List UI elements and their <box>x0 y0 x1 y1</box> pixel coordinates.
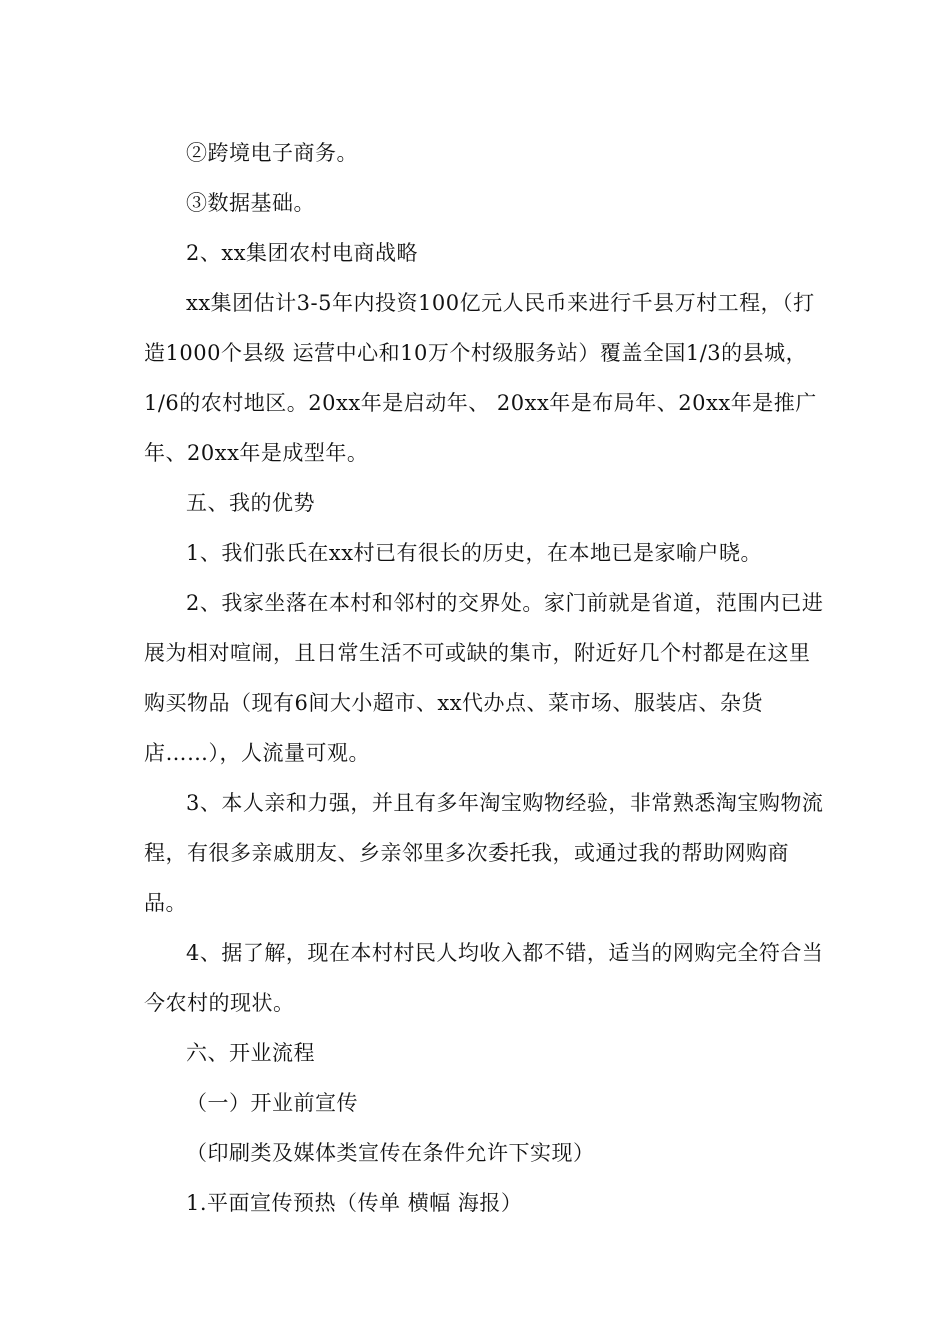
section-heading-opening-process: 六、开业流程 <box>186 1041 315 1065</box>
list-item-data-foundation: ③数据基础。 <box>186 191 315 215</box>
paragraph-investment-plan: xx集团估计3-5年内投资100亿元人民币来进行千县万村工程，（打造1000个县级 运营中心和10万个村级服务站）覆盖全国1/3的县城，1/6的农村地区。20xx年是启动年、 20xx年是布局年、20xx年是推广年、20xx年是成型年。 <box>144 291 817 465</box>
paragraph-advantage-4: 4、据了解，现在本村村民人均收入都不错，适当的网购完全符合当今农村的现状。 <box>144 941 824 1015</box>
subheading-pre-opening-promotion: （一）开业前宣传 <box>186 1091 358 1115</box>
list-item-print-promotion: 1.平面宣传预热（传单 横幅 海报） <box>186 1191 523 1215</box>
section-heading-advantages: 五、我的优势 <box>186 491 315 515</box>
paragraph-advantage-3: 3、本人亲和力强，并且有多年淘宝购物经验，非常熟悉淘宝购物流程，有很多亲戚朋友、乡亲邻里多次委托我，或通过我的帮助网购商品。 <box>144 791 824 915</box>
list-item-cross-border-ecommerce: ②跨境电子商务。 <box>186 141 358 165</box>
paragraph-advantage-2: 2、我家坐落在本村和邻村的交界处。家门前就是省道，范围内已进展为相对喧闹，且日常生活不可或缺的集市，附近好几个村都是在这里购买物品（现有6间大小超市、xx代办点、菜市场、服装店、杂货店……），人流量可观。 <box>144 591 824 765</box>
note-print-media: （印刷类及媒体类宣传在条件允许下实现） <box>186 1141 595 1165</box>
subheading-group-strategy: 2、xx集团农村电商战略 <box>186 241 419 265</box>
paragraph-advantage-1: 1、我们张氏在xx村已有很长的历史，在本地已是家喻户晓。 <box>186 541 763 565</box>
